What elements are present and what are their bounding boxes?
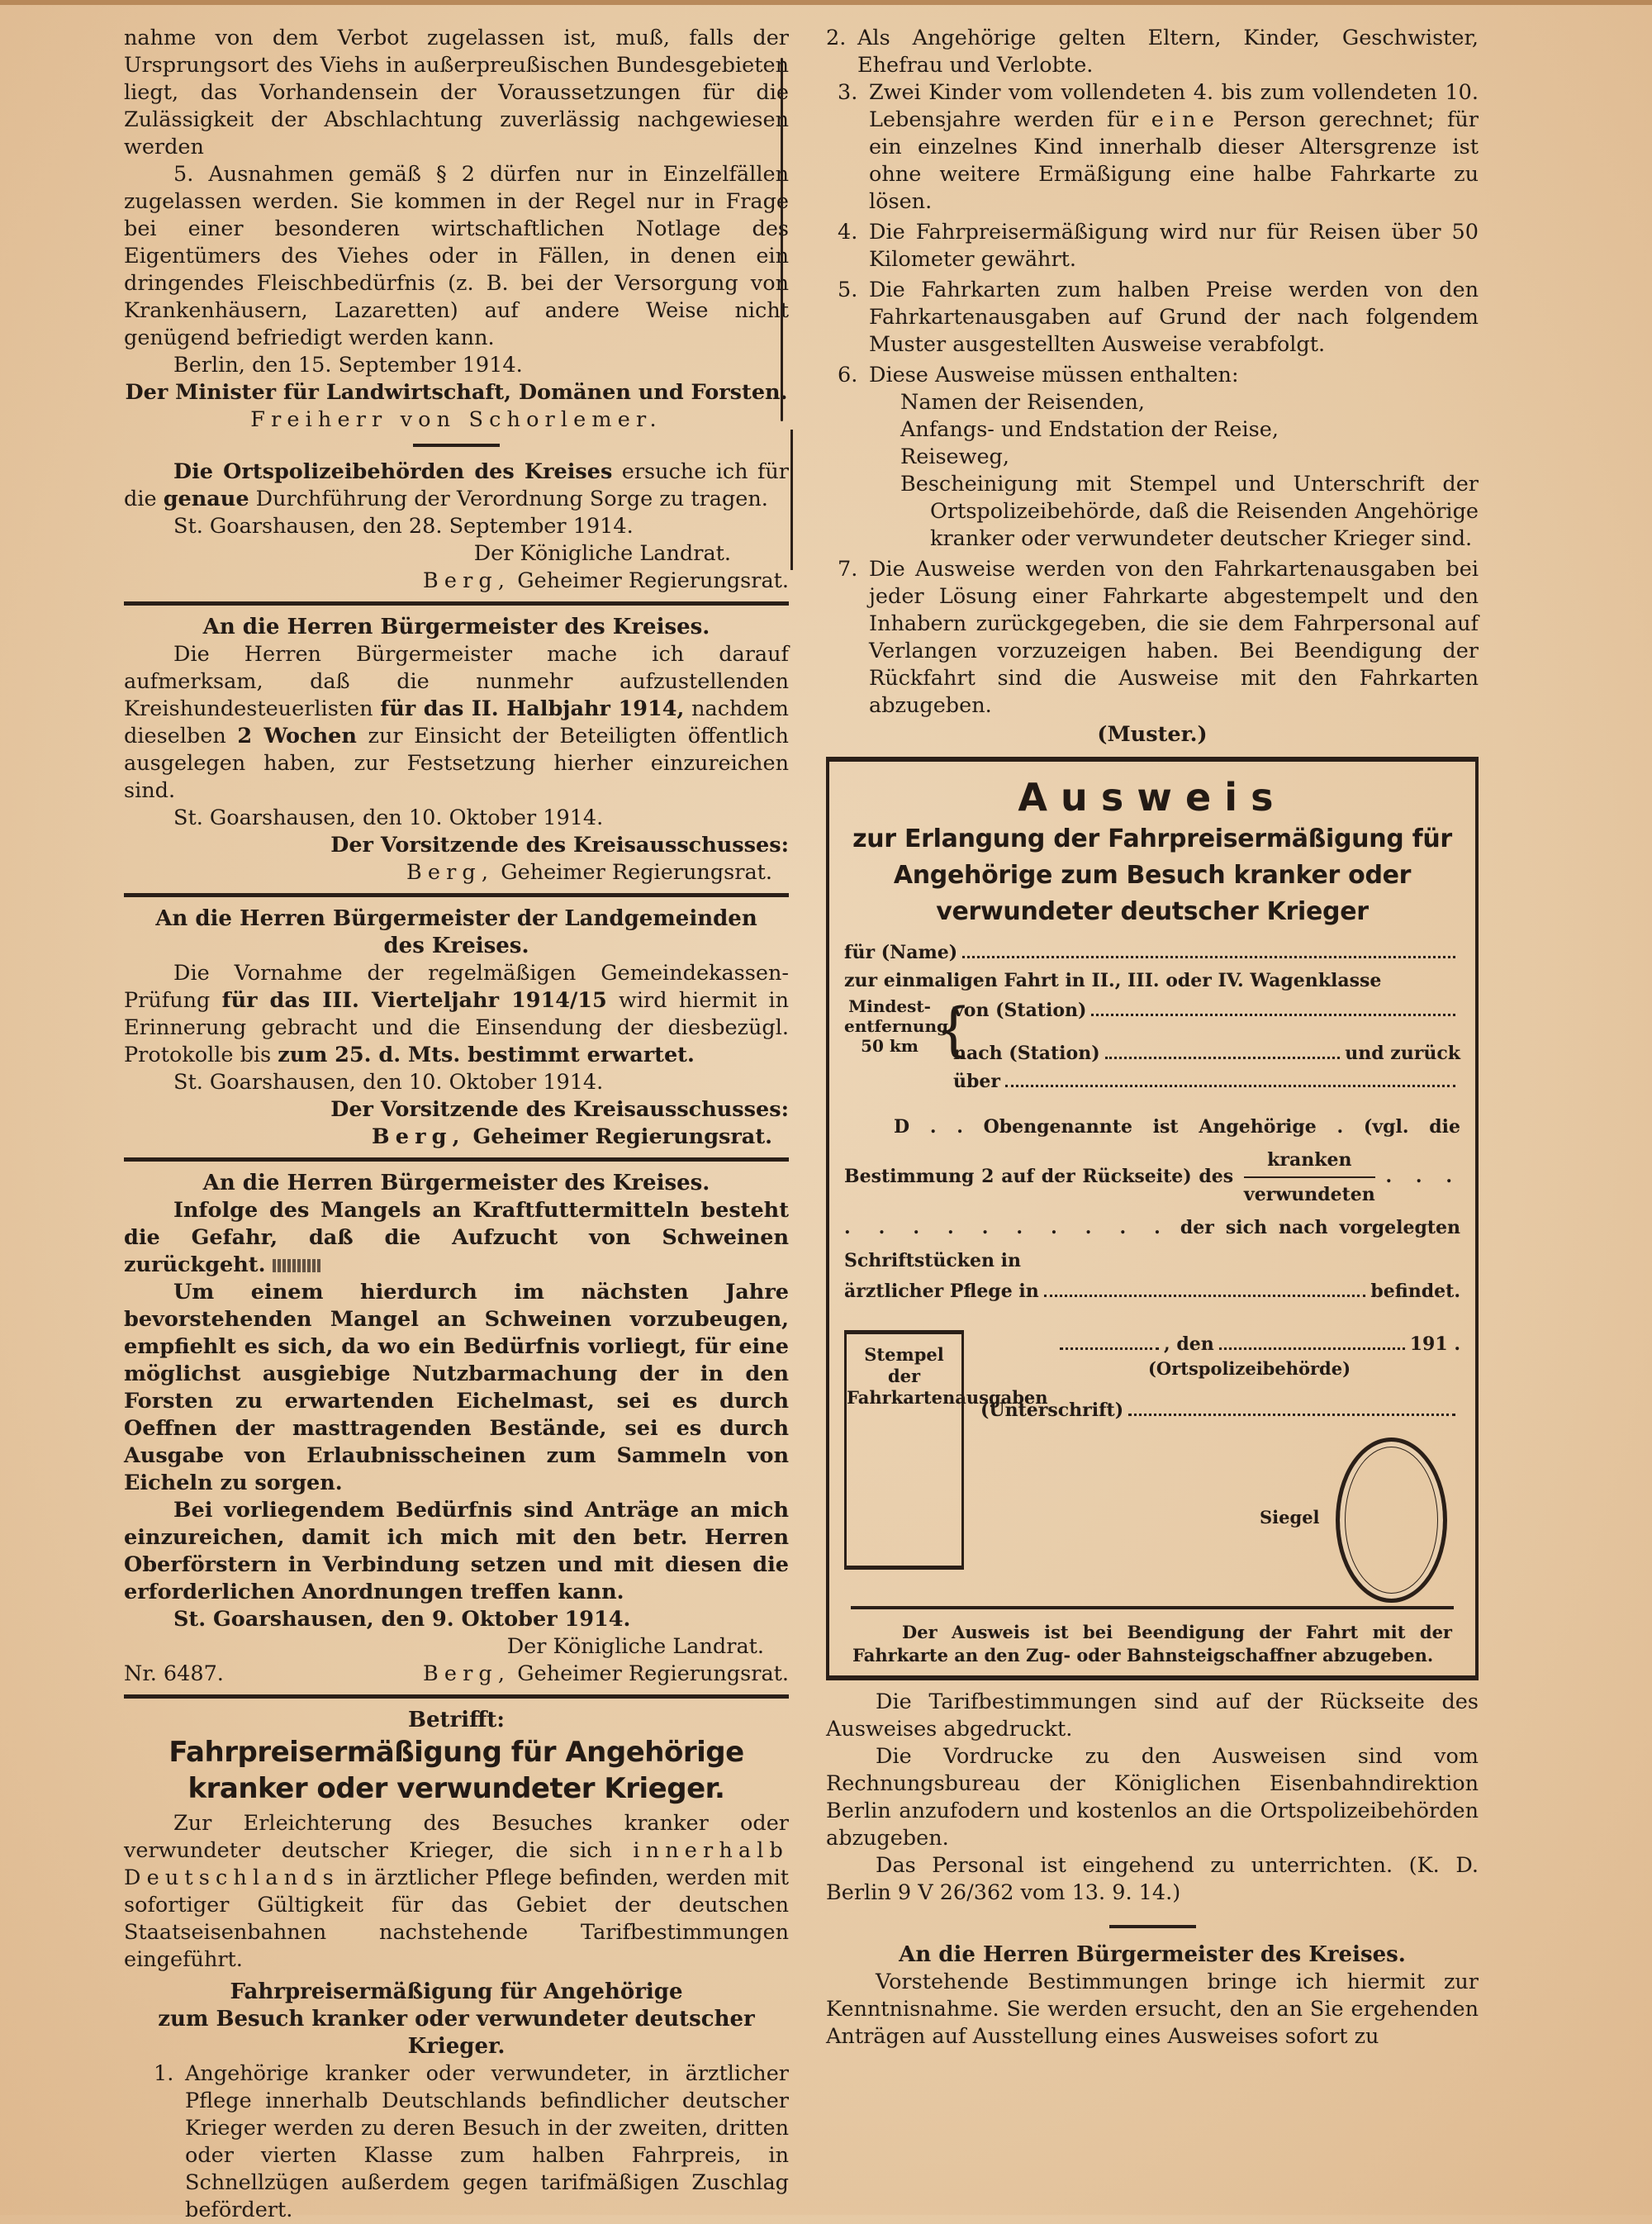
rule-text: Die Ausweise werden von den Fahrkartenausgaben bei jeder Lösung einer Fahrkarte abgestempelt und den Inhabern zurückgegeben, die sie dem Fahrpersonal auf Verlangen vorzuzeigen haben. Bei Beendigung der Rückfahrt sind die Ausweise mit den Fahrkarten abzugeben.	[869, 557, 1479, 718]
form-field-via[interactable]	[844, 1067, 1460, 1095]
notice-date: St. Goarshausen, den 9. Oktober 1914.	[173, 1607, 631, 1632]
decree-date: Berlin, den 15. September 1914.	[173, 353, 523, 378]
stamp-box-label: Stempel der Fahrkartenausgaben	[847, 1344, 1048, 1408]
rule-item	[826, 25, 1479, 79]
signer-rank: Geheimer Regierungsrat.	[510, 1661, 789, 1686]
form-divider	[851, 1606, 1454, 1609]
certification-text: D . . Obengenannte ist Angehörige . (vgl. die Bestimmung 2 auf der Rückseite) des	[844, 1116, 1460, 1187]
min-distance-label	[844, 996, 948, 1067]
notice-heading: des Kreises.	[383, 934, 529, 958]
column-bracket-rule	[790, 430, 793, 570]
notice-label: Betrifft:	[407, 1708, 506, 1732]
section-divider	[124, 893, 789, 897]
field-label: nach (Station)	[953, 1043, 1100, 1064]
rule-text: Die Fahrkarten zum halben Preise werden von den Fahrkartenausgaben auf Grund der nach folgendem Muster ausgestellten Ausweise verabfolgt.	[869, 278, 1479, 357]
form-certification: D . . Obengenannte ist Angehörige . (vgl. die Bestimmung 2 auf der Rückseite) des $\frac{\text{kranken}}{\text{verwundeten}}$ . . . . . . . . . . . . . der sich nach vorgelegten Schriftstücken in	[844, 1116, 1460, 1271]
notice-title: Fahrpreisermäßigung für Angehörige kranker oder verwundeter Krieger.	[169, 1736, 744, 1805]
notice-paragraph: Vorstehende Bestimmungen bringe ich hiermit zur Kenntnisnahme. Sie werden ersucht, den an Sie ergehenden Anträgen auf Ausstellung eines Ausweises sofort zu	[826, 1970, 1479, 2049]
after-form-paragraph: Die Vordrucke zu den Ausweisen sind vom Rechnungsbureau der Königlichen Eisenbahndirektion Berlin anzufodern und kostenlos an die Ortspolizeibehörden abzugeben.	[826, 1744, 1479, 1851]
form-field-signature[interactable]	[980, 1396, 1460, 1424]
fill-line[interactable]	[1060, 1330, 1159, 1350]
rule-number: 7.	[838, 557, 858, 582]
rule-item	[826, 79, 1479, 216]
after-form-paragraph: Die Tarifbestimmungen sind auf der Rückseite des Ausweises abgedruckt.	[826, 1689, 1479, 1742]
notice-fahrpreis	[124, 1707, 789, 2224]
form-field-from[interactable]	[953, 996, 1460, 1024]
ausweis-form	[826, 757, 1479, 1680]
notice-heading: An die Herren Bürgermeister des Kreises.	[899, 1942, 1406, 1967]
after-form-paragraph: Das Personal ist eingehend zu unterrichten. (K. D. Berlin 9 V 26/362 vom 13. 9. 14.)	[826, 1853, 1479, 1905]
notice-text: zur Einsicht der Beteiligten öffentlich ausgelegen haben, zur Festsetzung hierher einzureichen sind.	[124, 724, 789, 803]
notice-date: St. Goarshausen, den 10. Oktober 1914.	[173, 1070, 604, 1095]
signer-rank: Geheimer Regierungsrat.	[494, 860, 772, 885]
signer-title: Der Vorsitzende des Kreisausschusses:	[330, 833, 789, 858]
ticket-office-stamp-box	[844, 1330, 1048, 1570]
notice-date: St. Goarshausen, den 28. September 1914.	[173, 514, 634, 539]
fill-line[interactable]	[1128, 1396, 1455, 1416]
rule-text: Diese Ausweise müssen enthalten:	[869, 363, 1239, 387]
fill-line[interactable]	[962, 939, 1455, 958]
authority-label: (Ortspolizeibehörde)	[1147, 1358, 1351, 1379]
fill-line[interactable]	[1044, 1277, 1366, 1297]
rule-item	[826, 219, 1479, 273]
fill-line[interactable]	[1005, 1067, 1455, 1087]
rule-number: 2.	[826, 26, 847, 50]
signer-name: Berg,	[422, 568, 511, 593]
fill-line[interactable]	[1105, 1039, 1341, 1059]
notice-text: Durchführung der Verordnung Sorge zu tragen.	[249, 487, 768, 511]
continuation-paragraph: nahme von dem Verbot zugelassen ist, muß, falls der Ursprungsort des Viehs in außerpreußischen Bundesgebieten liegt, das Vorhandensein der Voraussetzungen für die Zulässigkeit der Abschlachtung zuverlässig nachgewiesen werden	[124, 26, 789, 159]
fraction-top: kranken	[1244, 1143, 1375, 1178]
notice-emphasis: genaue	[163, 487, 249, 511]
signer-rank: Geheimer Regierungsrat.	[465, 1124, 772, 1149]
signer-name: Berg,	[406, 860, 495, 885]
left-column	[124, 25, 789, 2224]
notice-text: Zur Erleichterung des Besuches kranker oder verwundeter deutscher Krieger, die sich	[124, 1811, 789, 1863]
form-route-block	[844, 996, 1460, 1067]
notice-hundesteuer	[124, 614, 789, 886]
min-distance-text: 50 km	[861, 1036, 919, 1056]
rule-item	[826, 556, 1479, 720]
field-label: , den	[1164, 1333, 1214, 1355]
signer-name: Berg,	[372, 1124, 466, 1149]
section-divider	[124, 601, 789, 606]
notice-heading: An die Herren Bürgermeister des Kreises.	[202, 1171, 710, 1195]
notice-paragraph: Infolge des Mangels an Kraftfuttermitteln besteht die Gefahr, daß die Aufzucht von Schweinen zurückgeht.	[124, 1198, 789, 1277]
brace-icon: {	[935, 996, 972, 1063]
form-class-line	[844, 967, 1460, 995]
min-distance-text: entfernung	[844, 1016, 948, 1036]
required-content-item: Reiseweg,	[900, 444, 1009, 469]
field-label: für (Name)	[844, 942, 958, 963]
form-field-care[interactable]	[844, 1277, 1460, 1305]
rule-text: Angehörige kranker oder verwundeter, in ärztlicher Pflege innerhalb Deutschlands befindlicher deutscher Krieger werden zu deren Besuch in der zweiten, dritten oder vierten Klasse zum halben Fahrpreis, in Schnellzügen außerdem gegen tarifmäßigen Zuschlag befördert.	[185, 2061, 789, 2222]
rule-number: 3.	[838, 80, 858, 105]
ink-smudge	[273, 1259, 322, 1272]
notice-paragraph: Um einem hierdurch im nächsten Jahre bevorstehenden Mangel an Schweinen vorzubeugen, empfiehlt es sich, da wo ein Bedürfnis vorliegt, für eine möglichst ausgiebige Nutzbarmachung der in den Forsten zu erwartenden Eichelmast, sei es durch Oeffnen der masttragenden Bestände, sei es durch Ausgabe von Erlaubnisscheinen zum Sammeln von Eicheln zu sorgen.	[124, 1280, 789, 1495]
required-content-item: Anfangs- und Endstation der Reise,	[900, 417, 1279, 442]
notice-heading: An die Herren Bürgermeister des Kreises.	[202, 615, 710, 639]
notice-emphasis: für das II. Halbjahr 1914,	[380, 696, 685, 721]
form-field-to[interactable]	[953, 1039, 1460, 1067]
signer-title: Der Königliche Landrat.	[473, 541, 731, 566]
continuation-paragraph: 5. Ausnahmen gemäß § 2 dürfen nur in Einzelfällen zugelassen werden. Sie kommen in der Regel nur in Frage bei einer besonderen wirtschaftlichen Notlage des Eigentümers des Viehes oder in Fällen, in denen ein dringendes Fleischbedürfnis (z. B. bei der Versorgung von Krankenhäusern, Lazaretten) auf andere Weise nicht genügend befriedigt werden kann.	[124, 162, 789, 350]
section-divider	[413, 444, 500, 447]
page-top-edge	[0, 0, 1652, 5]
field-label: befindet.	[1370, 1281, 1460, 1302]
notice-text: nachdem dieselben	[124, 696, 789, 748]
rule-item	[826, 277, 1479, 359]
certification-text: der sich nach vorgelegten Schriftstücken in	[844, 1217, 1460, 1271]
rule-number: 6.	[838, 363, 858, 387]
field-label: und zurück	[1345, 1043, 1460, 1064]
section-divider	[124, 1157, 789, 1162]
rule-number: 4.	[838, 220, 858, 245]
required-content-item: Bescheinigung mit Stempel und Unterschrift der Ortspolizeibehörde, daß die Reisenden Angehörige kranker oder verwundeter deutscher Krieger sind.	[900, 472, 1479, 551]
rule-emphasis: eine	[1151, 107, 1221, 132]
rule-text: Als Angehörige gelten Eltern, Kinder, Geschwister, Ehefrau und Verlobte.	[857, 26, 1479, 78]
notice-text: Die Herren Bürgermeister mache ich darauf aufmerksam, daß die nunmehr aufzustellenden Kreishundesteuerlisten	[124, 642, 789, 721]
fill-line[interactable]	[1219, 1330, 1405, 1350]
signer-rank: Geheimer Regierungsrat.	[510, 568, 789, 593]
form-subtitle: zur Erlangung der Fahrpreisermäßigung für Angehörige zum Besuch kranker oder verwundeter deutscher Krieger	[852, 824, 1452, 926]
rule-number: 1.	[154, 2061, 174, 2086]
form-title: Ausweis	[1018, 775, 1287, 820]
field-label: zur einmaligen Fahrt in II., III. oder IV. Wagenklasse	[844, 970, 1382, 991]
notice-paragraph: Bei vorliegendem Bedürfnis sind Anträge an mich einzureichen, damit ich mich mit den betr. Herren Oberförstern in Verbindung setzen und mit diesen die erforderlichen Anordnungen treffen kann.	[124, 1498, 789, 1604]
signer-title: Der Vorsitzende des Kreisausschusses:	[330, 1097, 789, 1122]
min-distance-text: Mindest-	[848, 996, 931, 1016]
fraction-bottom: verwundeten	[1243, 1184, 1375, 1205]
notice-schweine	[124, 1170, 789, 1688]
signer-name: Berg,	[422, 1661, 511, 1686]
seal-circle-icon	[1336, 1438, 1447, 1603]
notice-lead: Die Ortspolizeibehörden des Kreises	[173, 459, 613, 484]
kranken-verwundeten-fraction	[1244, 1143, 1375, 1211]
right-column	[826, 25, 1479, 2051]
field-label: ärztlicher Pflege in	[844, 1281, 1039, 1302]
decree-signer-title: Der Minister für Landwirtschaft, Domänen und Forsten.	[125, 380, 788, 405]
seal-label: Siegel	[1260, 1507, 1320, 1528]
notice-kassenpruefung	[124, 905, 789, 1151]
form-field-place-date[interactable]	[980, 1330, 1460, 1358]
form-field-name[interactable]	[844, 939, 1460, 967]
rule-item	[826, 362, 1479, 389]
required-contents-list	[826, 389, 1479, 553]
signer-title: Der Königliche Landrat.	[506, 1634, 764, 1659]
notice-text: wird hiermit in Erinnerung gebracht und die Einsendung der diesbezügl. Protokolle bis	[124, 988, 789, 1067]
notice-number: Nr. 6487.	[124, 1661, 224, 1686]
notice-emphasis: 2 Wochen	[237, 724, 357, 748]
rule-number: 5.	[838, 278, 858, 302]
notice-text: in ärztlicher Pflege befinden, werden mit sofortiger Gültigkeit für das Gebiet der deutschen Staatseisenbahnen nachstehende Tarifbestimmungen eingeführt.	[124, 1865, 789, 1972]
section-divider	[124, 1694, 789, 1699]
field-label: über	[953, 1071, 1000, 1092]
notice-ortspolizei	[124, 459, 789, 595]
field-label: 191 .	[1409, 1333, 1460, 1355]
notice-emphasis: für das III. Vierteljahr 1914/15	[221, 988, 607, 1013]
notice-emphasis-spaced: innerhalb Deutschlands	[124, 1838, 789, 1890]
notice-date: St. Goarshausen, den 10. Oktober 1914.	[173, 805, 604, 830]
field-label: von (Station)	[953, 1000, 1087, 1021]
section-divider	[1109, 1925, 1196, 1928]
rule-text: Zwei Kinder vom vollendeten 4. bis zum vollendeten 10. Lebensjahre werden für	[869, 80, 1479, 132]
rule-text: Person gerechnet; für ein einzelnes Kind innerhalb dieser Altersgrenze ist ohne weitere Ermäßigung eine halbe Fahrkarte zu lösen.	[869, 107, 1479, 214]
muster-label: (Muster.)	[1097, 722, 1208, 747]
notice-text: Die Vornahme der regelmäßigen Gemeindekassen-Prüfung	[124, 961, 789, 1013]
field-label: (Unterschrift)	[980, 1400, 1124, 1421]
fill-line[interactable]	[1091, 996, 1455, 1016]
notice-heading: An die Herren Bürgermeister der Landgemeinden	[155, 906, 757, 931]
form-footer-note: Der Ausweis ist bei Beendigung der Fahrt mit der Fahrkarte an den Zug- oder Bahnsteigschaffner abzugeben.	[852, 1622, 1452, 1666]
decree-signer-name: Freiherr von Schorlemer.	[250, 407, 662, 432]
required-content-item: Namen der Reisenden,	[900, 390, 1146, 415]
rule-text: Die Fahrpreisermäßigung wird nur für Reisen über 50 Kilometer gewährt.	[869, 220, 1479, 272]
notice-subtitle: Fahrpreisermäßigung für Angehörige	[230, 1979, 683, 2004]
rule-item	[124, 2060, 789, 2224]
notice-emphasis: zum 25. d. Mts. bestimmt erwartet.	[278, 1043, 695, 1067]
notice-text: ersuche ich für die	[124, 459, 789, 511]
notice-subtitle: zum Besuch kranker oder verwundeter deutscher Krieger.	[158, 2007, 755, 2059]
